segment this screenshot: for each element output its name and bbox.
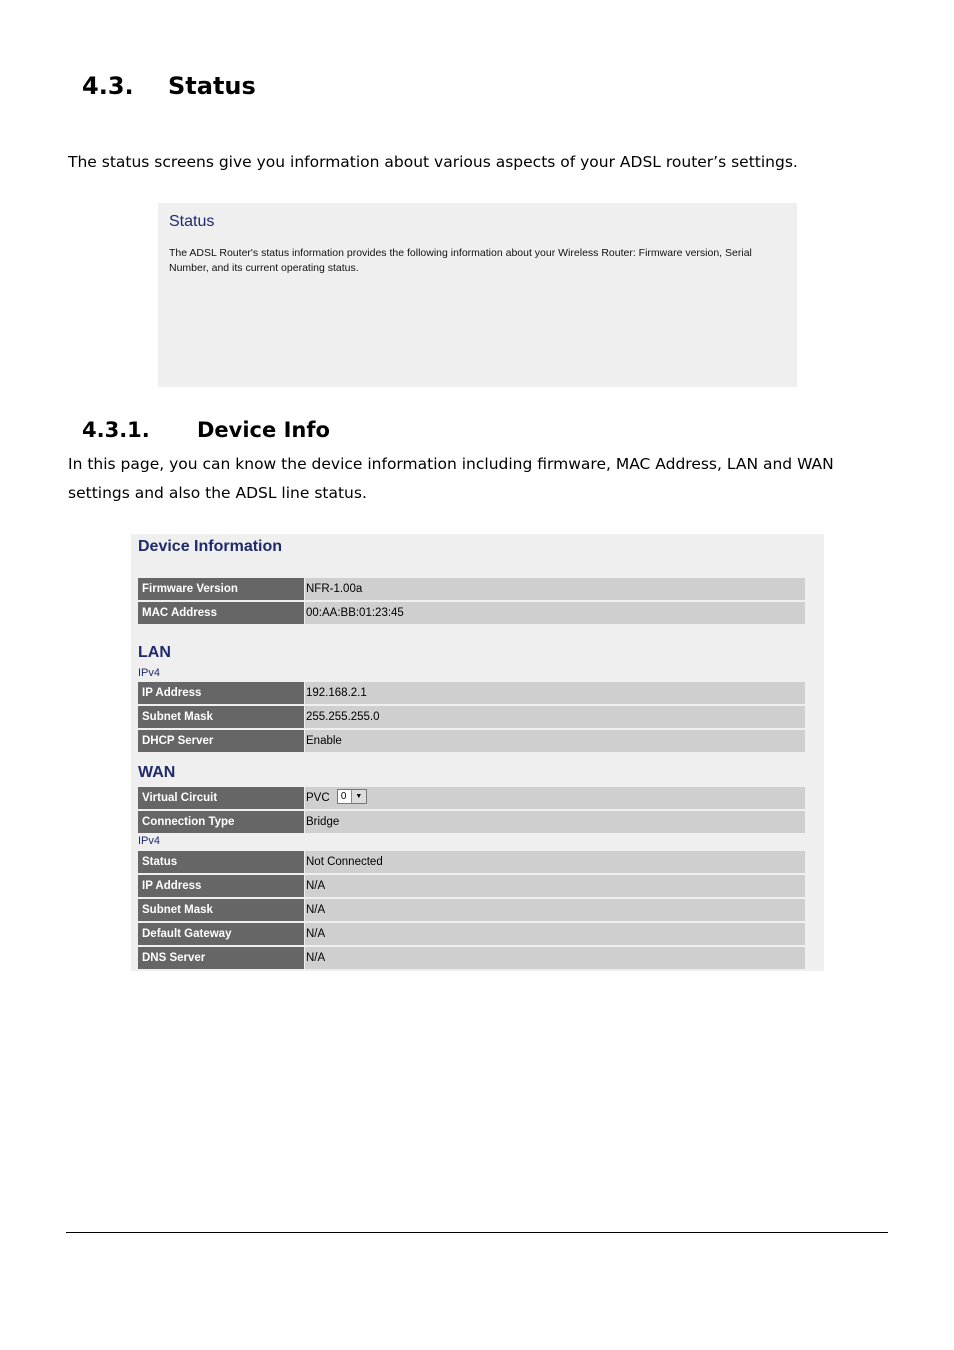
lan-subnet-mask-row xyxy=(138,706,805,728)
wan-subnet-mask-row xyxy=(138,899,805,921)
mac-address-row xyxy=(138,602,805,624)
row-value: Enable xyxy=(305,730,805,752)
row-label: Firmware Version xyxy=(138,578,304,600)
wan-ipv4-label: IPv4 xyxy=(138,835,161,847)
firmware-version-row xyxy=(138,578,805,600)
row-value: N/A xyxy=(305,899,805,921)
row-value: 192.168.2.1 xyxy=(305,682,805,704)
row-value: 00:AA:BB:01:23:45 xyxy=(305,602,805,624)
virtual-circuit-selected: 0 xyxy=(340,791,347,803)
row-label: Subnet Mask xyxy=(138,899,304,921)
lan-section-title: LAN xyxy=(138,644,171,661)
device-info-screenshot xyxy=(131,534,824,971)
chevron-down-icon[interactable]: ▼ xyxy=(351,790,366,803)
lan-ipv4-label: IPv4 xyxy=(138,667,161,679)
wan-ip-address-row xyxy=(138,875,805,897)
status-screenshot xyxy=(158,203,797,387)
row-label: MAC Address xyxy=(138,602,304,624)
row-label: Default Gateway xyxy=(138,923,304,945)
subsection-number: 4.3.1. xyxy=(82,418,150,442)
row-label: IP Address xyxy=(138,682,304,704)
status-panel-title: Status xyxy=(169,213,215,230)
row-value: 255.255.255.0 xyxy=(305,706,805,728)
footer-divider xyxy=(66,1232,888,1233)
section-number: 4.3. xyxy=(82,72,134,100)
row-value: N/A xyxy=(305,947,805,969)
row-label: DNS Server xyxy=(138,947,304,969)
device-info-title: Device Information xyxy=(138,538,283,555)
row-label: Subnet Mask xyxy=(138,706,304,728)
lan-dhcp-server-row xyxy=(138,730,805,752)
row-value: N/A xyxy=(305,923,805,945)
row-value: N/A xyxy=(305,875,805,897)
row-label: Connection Type xyxy=(138,811,304,833)
wan-default-gateway-row xyxy=(138,923,805,945)
row-value: Bridge xyxy=(305,811,805,833)
pvc-prefix: PVC xyxy=(306,792,330,804)
virtual-circuit-select[interactable] xyxy=(337,789,367,804)
subsection-text: In this page, you can know the device information including firmware, MAC Address, LAN and WAN settings and also the ADSL line status. xyxy=(68,455,834,502)
section-title: Status xyxy=(168,72,256,100)
row-value: Not Connected xyxy=(305,851,805,873)
wan-connection-type-row xyxy=(138,811,805,833)
wan-virtual-circuit-row xyxy=(138,787,805,809)
wan-dns-server-row xyxy=(138,947,805,969)
row-label: DHCP Server xyxy=(138,730,304,752)
row-label: Status xyxy=(138,851,304,873)
row-value xyxy=(305,787,805,809)
lan-ip-address-row xyxy=(138,682,805,704)
row-label: Virtual Circuit xyxy=(138,787,304,809)
intro-text: The status screens give you information about various aspects of your ADSL router’s settings. xyxy=(68,153,798,171)
status-panel-description: The ADSL Router's status information provides the following information about your Wireless Router: Firmware version, Serial Number, and its current operating status. xyxy=(169,247,752,274)
subsection-title: Device Info xyxy=(197,418,330,442)
row-value: NFR-1.00a xyxy=(305,578,805,600)
row-label: IP Address xyxy=(138,875,304,897)
wan-status-row xyxy=(138,851,805,873)
wan-section-title: WAN xyxy=(138,764,176,781)
